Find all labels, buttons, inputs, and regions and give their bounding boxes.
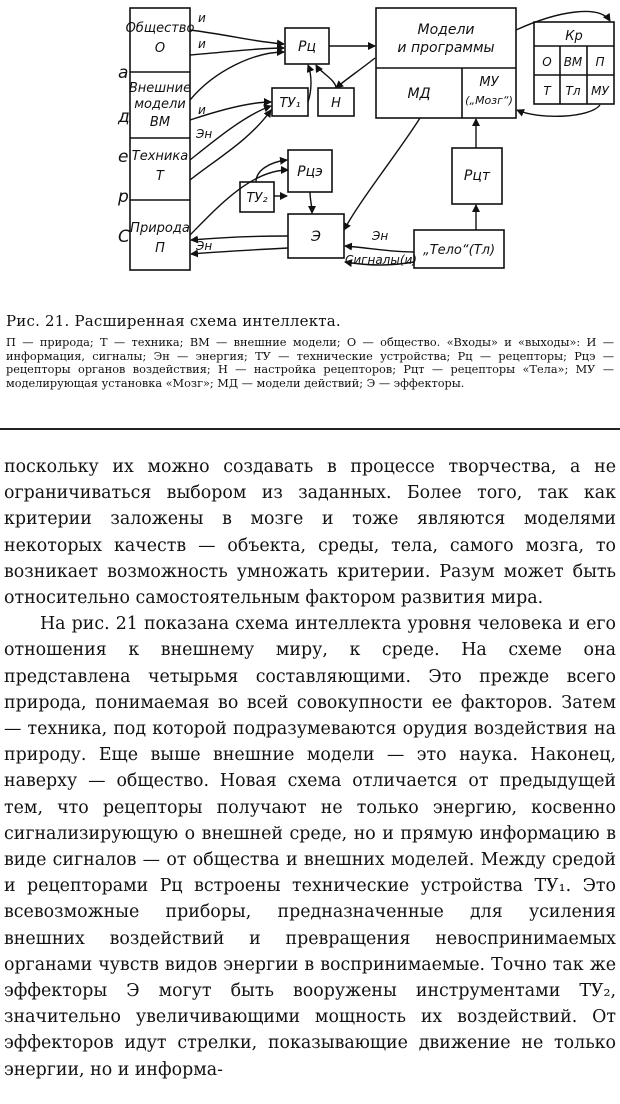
- env-letter: р: [118, 187, 129, 207]
- env-letter: е: [118, 147, 129, 167]
- tekhnika-label: Техника: [131, 149, 189, 164]
- tu1-label: ТУ₁: [279, 96, 301, 111]
- models-label-1: Модели: [417, 22, 475, 38]
- arrow-label-en: Эн: [372, 229, 389, 243]
- figure-legend: П — природа; Т — техника; ВМ — внешние модели; О — общество. «Входы» и «выходы»: И — информация, сигналы; Эн — энергия; ТУ — технические устройства; Рц — рецепторы; Рцэ — рецепторы органов воздействия; Н — настройка рецепторов; Рцт — рецепторы «Тела»; МУ — моделирующая установка «Мозг»; МД — модели действий; Э — эффекторы.: [6, 336, 614, 390]
- arrow-label-en: Эн: [196, 127, 213, 141]
- kr-header: Кр: [565, 29, 583, 44]
- kr-cell: МУ: [591, 84, 609, 98]
- obshchestvo-abbr: О: [154, 41, 166, 56]
- priroda-abbr: П: [155, 241, 165, 256]
- arrow-label-i: и: [198, 37, 206, 51]
- arrow-label-en: Эн: [196, 239, 213, 253]
- telo-label: „Тело“(Тл): [422, 243, 496, 258]
- models-label-2: и программы: [397, 40, 495, 56]
- e-label: Э: [311, 229, 321, 245]
- obshchestvo-label: Общество: [125, 21, 195, 36]
- arrow-label-i: и: [198, 103, 206, 117]
- paragraph: поскольку их можно создавать в процессе творчества, а не ограничиваться выбором из заданных. Более того, так как критерии заложены в мозге и тоже являются моделями некоторых качеств — объекта, среды, тела, самого мозга, то возникает возможность умножать критерии. Разум может быть относительно самостоятельным фактором развития мира.: [4, 457, 616, 609]
- rc-label: Рц: [298, 39, 316, 55]
- md-label: МД: [407, 86, 431, 102]
- tekhnika-abbr: Т: [156, 169, 164, 184]
- section-divider: [0, 428, 620, 430]
- kr-cell: П: [595, 55, 605, 69]
- mozg-label: („Мозг“): [465, 94, 513, 107]
- rct-label: Рцт: [463, 168, 491, 184]
- env-letter: а: [118, 63, 129, 83]
- priroda-label: Природа: [130, 221, 190, 236]
- signals-label: Сигналы(и): [345, 253, 417, 267]
- arrow-label-i: и: [198, 11, 206, 25]
- env-letter: С: [118, 227, 130, 247]
- body-text: [4, 454, 616, 1083]
- rce-label: Рцэ: [297, 164, 323, 180]
- mu-label: МУ: [479, 75, 499, 90]
- n-label: Н: [331, 96, 341, 111]
- intellect-scheme-diagram: [0, 0, 620, 300]
- figure-caption-title: Рис. 21. Расширенная схема интеллекта.: [6, 312, 341, 330]
- kr-cell: ВМ: [563, 55, 583, 69]
- env-letter: д: [118, 107, 130, 127]
- vneshnie-abbr: ВМ: [149, 115, 171, 130]
- kr-cell: О: [542, 55, 552, 69]
- paragraph: На рис. 21 показана схема интеллекта уровня человека и его отношения к внешнему миру, к среде. На схеме она представлена четырьмя составляющими. Это прежде всего природа, понимаемая во всей совокупности ее факторов. Затем — техника, под которой подразумеваются орудия воздействия на природу. Еще выше внешние модели — это наука. Наконец, наверху — общество. Новая схема отличается от предыдущей тем, что рецепторы получают не только энергию, косвенно сигнализирующую о внешней среде, но и прямую информацию в виде сигналов — от общества и внешних моделей. Между средой и рецепторами Рц встроены технические устройства ТУ₁. Это всевозможные приборы, предназначенные для усиления внешних воздействий и превращения невоспринимаемых органами чувств видов энергии в воспринимаемые. Точно так же эффекторы Э могут быть вооружены инструментами ТУ₂, значительно увеличивающими мощность их воздействий. От эффекторов идут стрелки, показывающие движение не только энергии, но и информа-: [4, 614, 616, 1080]
- vneshnie-label-2: модели: [134, 97, 186, 112]
- vneshnie-label-1: Внешние: [128, 81, 192, 96]
- kr-cell: Тл: [565, 84, 581, 98]
- kr-cell: Т: [543, 84, 551, 98]
- tu2-label: ТУ₂: [246, 191, 268, 206]
